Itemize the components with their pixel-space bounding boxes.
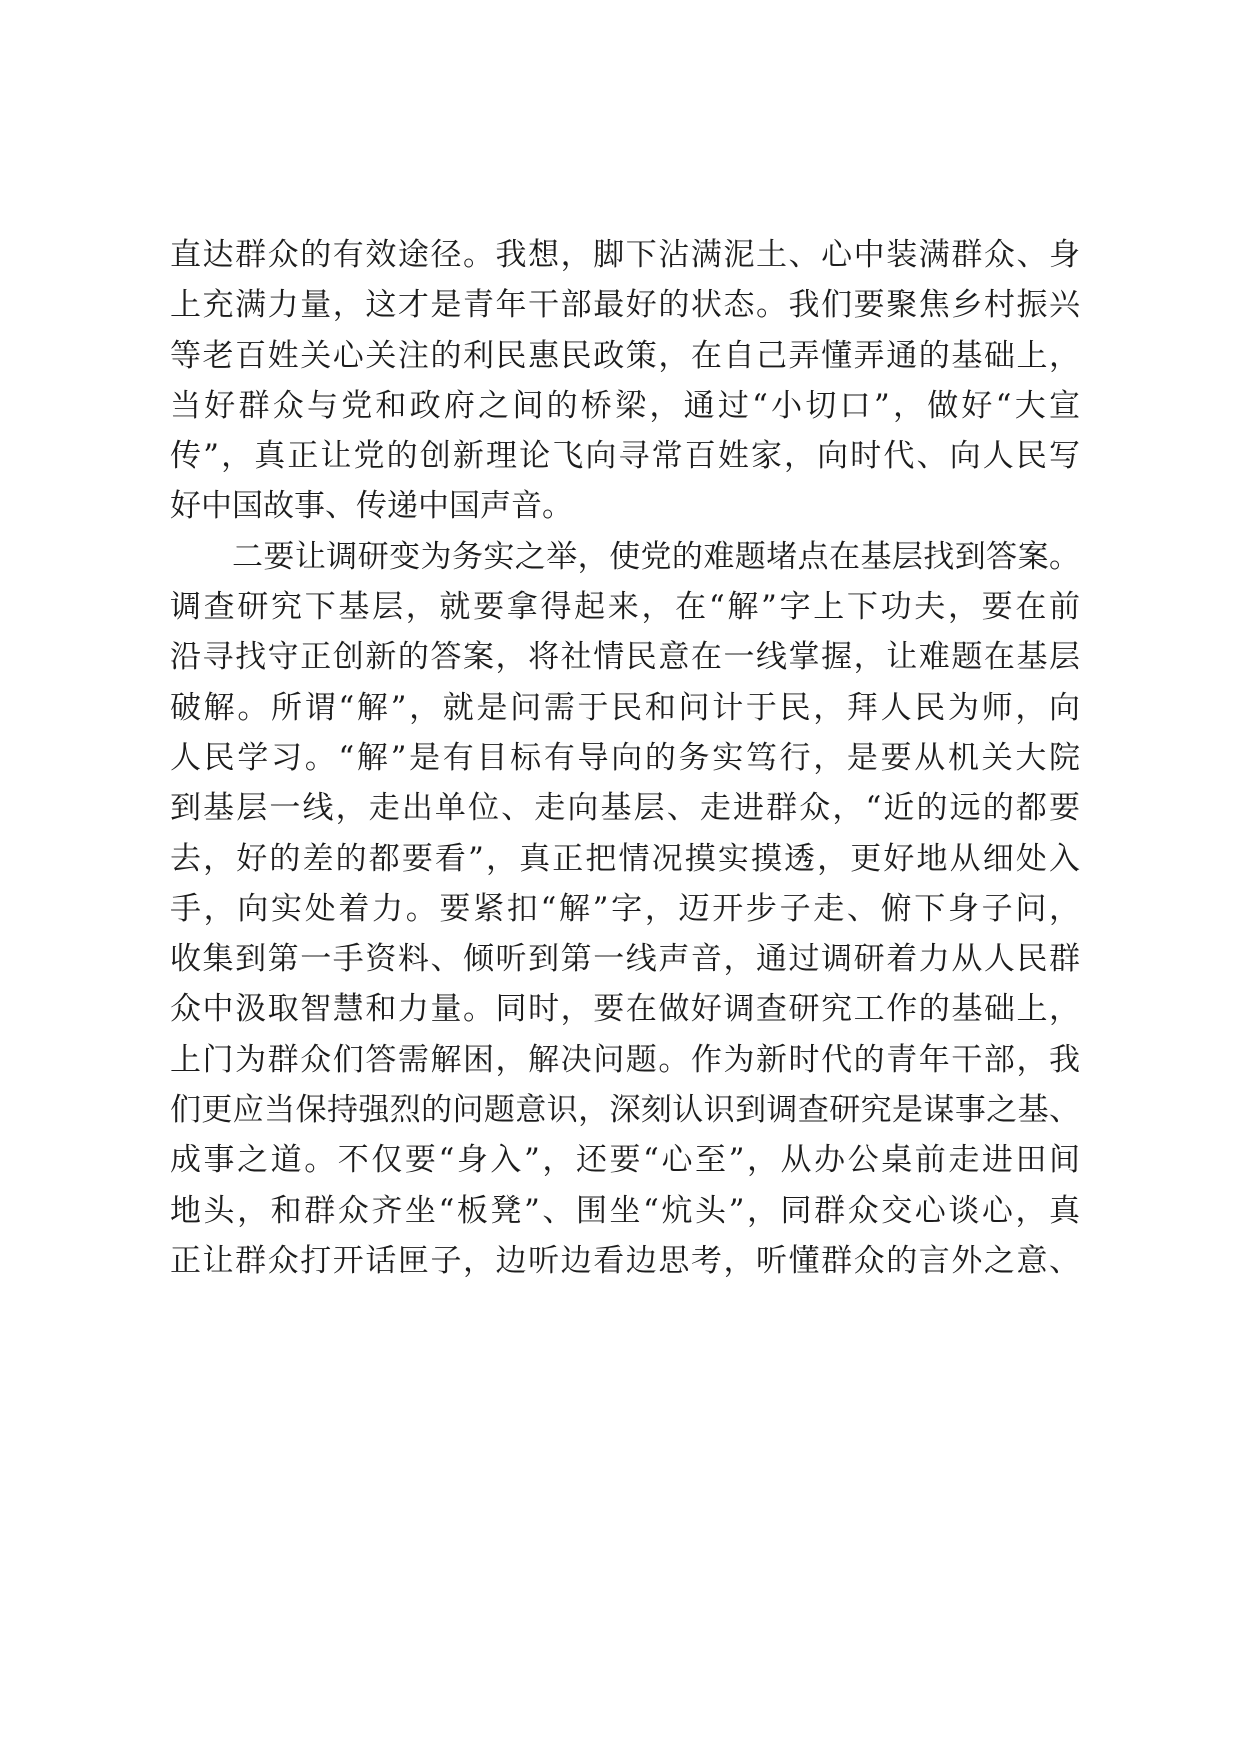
text-line: 众中汲取智慧和力量。同时，要在做好调查研究工作的基础上， [170,991,1080,1028]
text-line: 们更应当保持强烈的问题意识，深刻认识到调查研究是谋事之基、 [170,1092,1080,1129]
text-line: 当好群众与党和政府之间的桥梁，通过“小切口”，做好“大宣 [170,387,1080,424]
text-line: 上充满力量，这才是青年干部最好的状态。我们要聚焦乡村振兴 [170,287,1080,324]
text-line: 上门为群众们答需解困，解决问题。作为新时代的青年干部，我 [170,1041,1080,1078]
text-line: 成事之道。不仅要“身入”，还要“心至”，从办公桌前走进田间 [170,1142,1080,1179]
text-line: 好中国故事、传递中国声音。 [170,488,573,525]
text-line: 正让群众打开话匣子，边听边看边思考，听懂群众的言外之意、 [170,1242,1080,1279]
text-line: 沿寻找守正创新的答案，将社情民意在一线掌握，让难题在基层 [170,639,1080,676]
text-line: 地头，和群众齐坐“板凳”、围坐“炕头”，同群众交心谈心，真 [170,1192,1080,1229]
text-line: 直达群众的有效途径。我想，脚下沾满泥土、心中装满群众、身 [170,237,1080,273]
text-line: 传”，真正让党的创新理论飞向寻常百姓家，向时代、向人民写 [170,438,1080,475]
text-line: 收集到第一手资料、倾听到第一线声音，通过调研着力从人民群 [170,941,1080,978]
body-text [170,230,1080,1286]
text-line: 等老百姓关心关注的利民惠民政策，在自己弄懂弄通的基础上， [170,337,1080,374]
text-line: 破解。所谓“解”，就是问需于民和问计于民，拜人民为师，向 [170,689,1080,726]
text-line: 去，好的差的都要看”，真正把情况摸实摸透，更好地从细处入 [170,840,1080,877]
text-line: 人民学习。“解”是有目标有导向的务实笃行，是要从机关大院 [170,739,1080,776]
text-line: 到基层一线，走出单位、走向基层、走进群众，“近的远的都要 [170,790,1080,827]
text-line: 手，向实处着力。要紧扣“解”字，迈开步子走、俯下身子问， [170,890,1080,927]
paragraph-first-line: 二要让调研变为务实之举，使党的难题堵点在基层找到答案。 [232,538,1080,575]
text-line: 调查研究下基层，就要拿得起来，在“解”字上下功夫，要在前 [170,589,1080,626]
